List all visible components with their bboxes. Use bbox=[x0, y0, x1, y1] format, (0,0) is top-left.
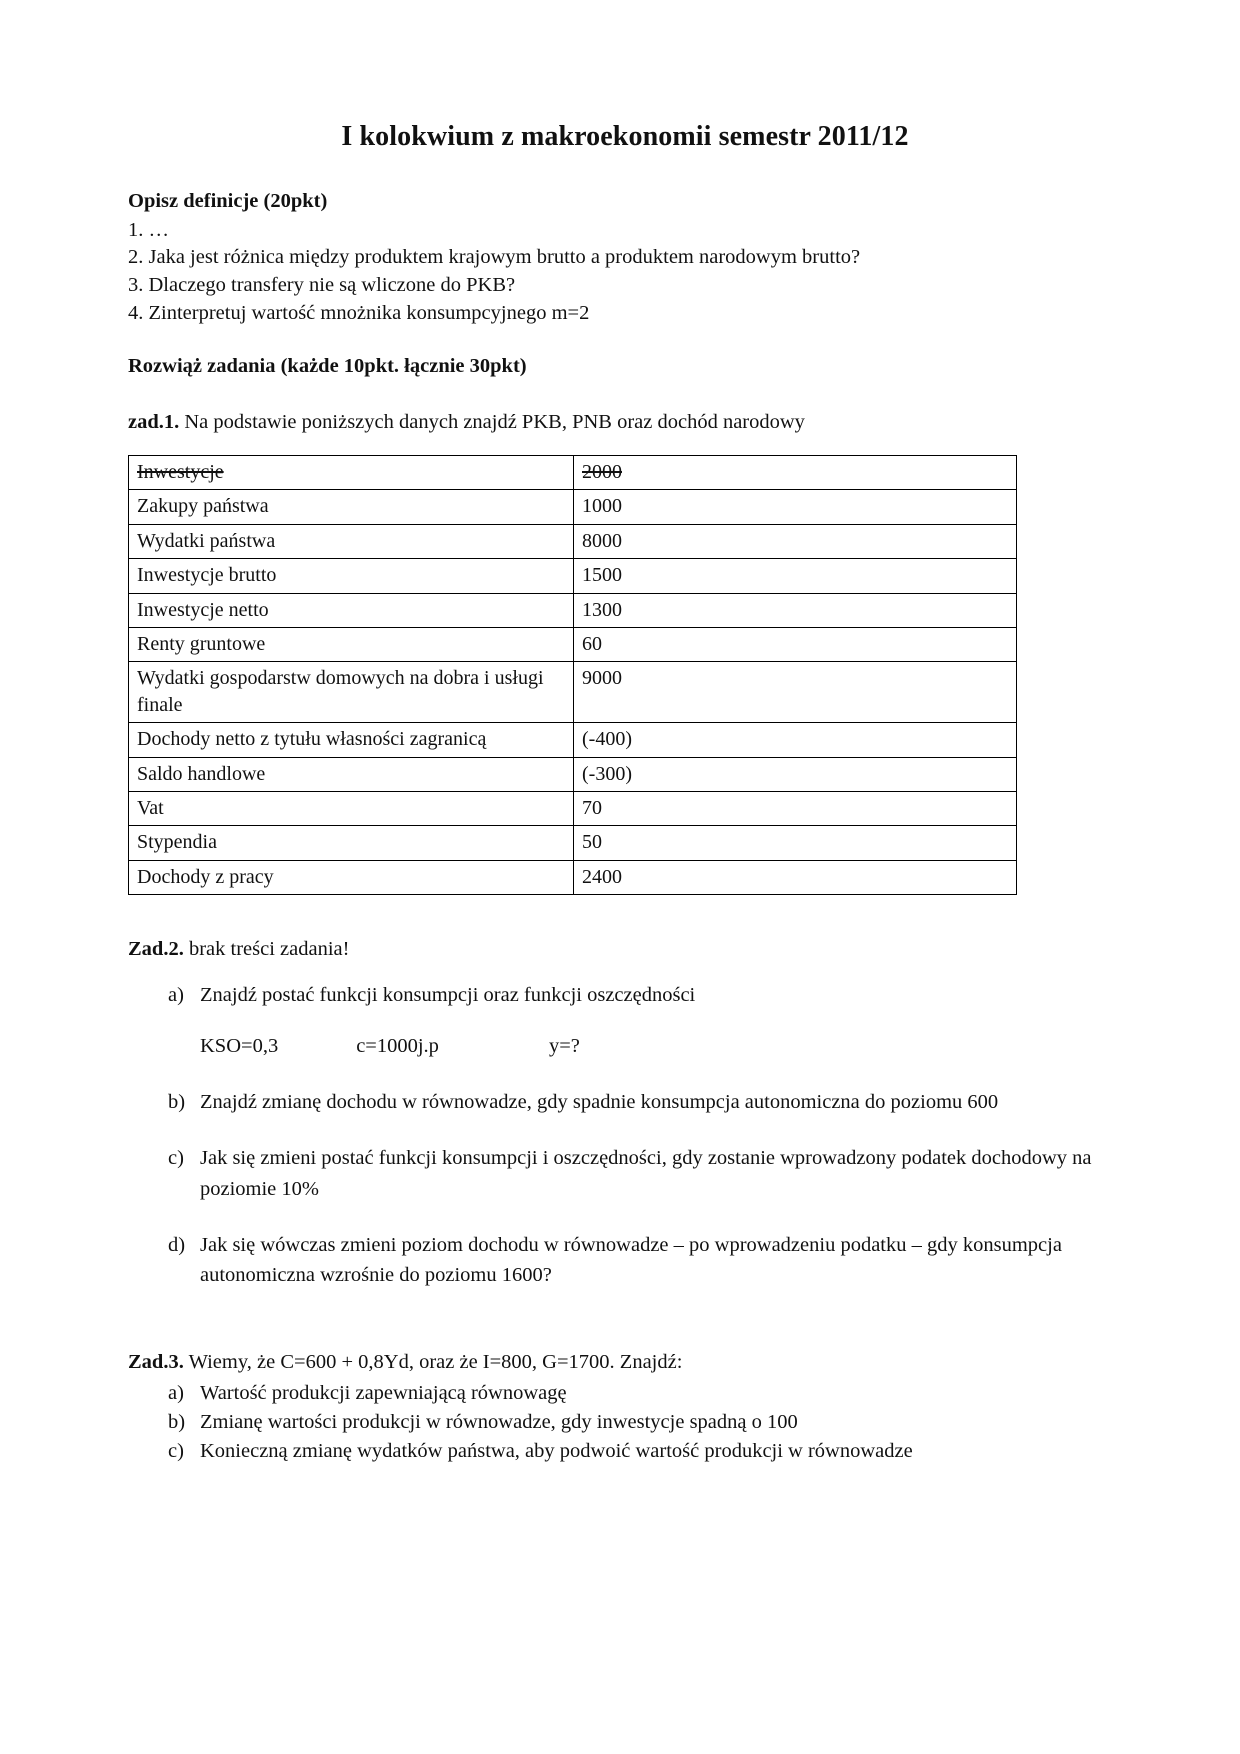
table-cell-value: 70 bbox=[574, 791, 1017, 825]
page-title: I kolokwium z makroekonomii semestr 2011/12 bbox=[341, 121, 909, 152]
spacer bbox=[128, 327, 1122, 353]
table-cell-value: 9000 bbox=[574, 662, 1017, 723]
table-cell-label: Inwestycje brutto bbox=[129, 559, 574, 593]
zad3-label: Zad.3. bbox=[128, 1351, 184, 1374]
table-cell-label: Inwestycje bbox=[129, 456, 574, 490]
spacer bbox=[128, 895, 1122, 935]
list-item-text: Jak się wówczas zmieni poziom dochodu w równowadze – po wprowadzeniu podatku – gdy konsumpcja autonomiczna wzrośnie do poziomu 1600? bbox=[200, 1233, 1062, 1287]
zad2-text: brak treści zadania! bbox=[183, 938, 350, 961]
table-cell-value: 2400 bbox=[574, 860, 1017, 894]
zad1-label: zad.1. bbox=[128, 411, 180, 434]
table-row bbox=[129, 593, 1017, 627]
table-cell-label: Wydatki gospodarstw domowych na dobra i usługi finale bbox=[129, 662, 574, 723]
list-item-text: Jak się zmieni postać funkcji konsumpcji i oszczędności, gdy zostanie wprowadzony podatek dochodowy na poziomie 10% bbox=[200, 1147, 1092, 1200]
definitions-heading: Opisz definicje (20pkt) bbox=[128, 189, 328, 212]
definition-item-2: 2. Jaka jest różnica między produktem krajowym brutto a produktem narodowym brutto? bbox=[128, 246, 861, 269]
tasks-heading: Rozwiąż zadania (każde 10pkt. łącznie 30pkt) bbox=[128, 355, 527, 378]
table-row bbox=[129, 860, 1017, 894]
zad1-intro bbox=[128, 408, 1122, 437]
table-cell-value: 2000 bbox=[574, 456, 1017, 490]
table-cell-label: Vat bbox=[129, 791, 574, 825]
zad2-formula-line bbox=[128, 1032, 1122, 1061]
formula-kso: KSO=0,3 bbox=[200, 1035, 279, 1058]
table-cell-value: 60 bbox=[574, 628, 1017, 662]
definition-item-1: 1. … bbox=[128, 218, 169, 241]
zad1-section bbox=[128, 408, 1122, 895]
table-row bbox=[129, 791, 1017, 825]
macro-data-table bbox=[128, 455, 1017, 895]
table-cell-value: 1500 bbox=[574, 559, 1017, 593]
table-row bbox=[129, 826, 1017, 860]
list-item-text: Wartość produkcji zapewniającą równowagę bbox=[200, 1382, 567, 1405]
list-item bbox=[128, 1143, 1122, 1204]
table-cell-label: Renty gruntowe bbox=[129, 628, 574, 662]
zad3-section bbox=[128, 1348, 1122, 1466]
zad2-label: Zad.2. bbox=[128, 938, 184, 961]
zad2-item-list bbox=[128, 980, 1122, 1010]
definition-item-3: 3. Dlaczego transfery nie są wliczone do PKB? bbox=[128, 273, 516, 296]
list-item-text: Znajdź postać funkcji konsumpcji oraz funkcji oszczędności bbox=[200, 983, 696, 1006]
table-row bbox=[129, 723, 1017, 757]
table-cell-value: 8000 bbox=[574, 524, 1017, 558]
table-cell-label: Zakupy państwa bbox=[129, 490, 574, 524]
table-row bbox=[129, 628, 1017, 662]
table-cell-value: (-400) bbox=[574, 723, 1017, 757]
table-row bbox=[129, 490, 1017, 524]
table-body bbox=[129, 456, 1017, 895]
list-item bbox=[128, 1230, 1122, 1291]
zad2-intro bbox=[128, 935, 1122, 964]
formula-c: c=1000j.p bbox=[356, 1035, 439, 1058]
list-item-marker: b) bbox=[168, 1411, 186, 1434]
list-item bbox=[128, 1437, 1122, 1466]
table-row bbox=[129, 757, 1017, 791]
list-item-text: Konieczną zmianę wydatków państwa, aby podwoić wartość produkcji w równowadze bbox=[200, 1440, 913, 1463]
table-row bbox=[129, 662, 1017, 723]
list-item bbox=[128, 1379, 1122, 1408]
table-cell-label: Wydatki państwa bbox=[129, 524, 574, 558]
table-cell-label: Dochody z pracy bbox=[129, 860, 574, 894]
zad3-item-list bbox=[128, 1379, 1122, 1466]
list-item bbox=[128, 1408, 1122, 1437]
list-item-marker: c) bbox=[168, 1440, 184, 1463]
definitions-section bbox=[128, 188, 1122, 328]
table-cell-value: 1300 bbox=[574, 593, 1017, 627]
list-item-marker: b) bbox=[168, 1090, 186, 1113]
list-item-marker: d) bbox=[168, 1233, 186, 1256]
list-item-marker: a) bbox=[168, 1382, 184, 1405]
table-row bbox=[129, 456, 1017, 490]
zad2-section bbox=[128, 935, 1122, 1290]
list-item-marker: a) bbox=[168, 983, 184, 1006]
table-cell-value: 50 bbox=[574, 826, 1017, 860]
table-cell-value: (-300) bbox=[574, 757, 1017, 791]
spacer bbox=[128, 382, 1122, 408]
spacer bbox=[128, 966, 1122, 980]
definition-item-4: 4. Zinterpretuj wartość mnożnika konsumpcyjnego m=2 bbox=[128, 301, 590, 324]
zad3-intro bbox=[128, 1348, 1122, 1377]
table-cell-label: Dochody netto z tytułu własności zagranicą bbox=[129, 723, 574, 757]
formula-y: y=? bbox=[548, 1035, 580, 1058]
table-cell-label: Saldo handlowe bbox=[129, 757, 574, 791]
zad3-text: Wiemy, że C=600 + 0,8Yd, oraz że I=800, G=1700. Znajdź: bbox=[183, 1351, 683, 1374]
list-item-text: Zmianę wartości produkcji w równowadze, gdy inwestycje spadną o 100 bbox=[200, 1411, 798, 1434]
table-row bbox=[129, 524, 1017, 558]
table-row bbox=[129, 559, 1017, 593]
spacer bbox=[128, 1061, 1122, 1087]
zad2-item-list-rest bbox=[128, 1087, 1122, 1291]
list-item-text: Znajdź zmianę dochodu w równowadze, gdy spadnie konsumpcja autonomiczna do poziomu 600 bbox=[200, 1090, 999, 1113]
zad1-text: Na podstawie poniższych danych znajdź PKB, PNB oraz dochód narodowy bbox=[179, 411, 805, 434]
table-cell-value: 1000 bbox=[574, 490, 1017, 524]
list-item bbox=[128, 1087, 1122, 1117]
list-item-marker: c) bbox=[168, 1147, 184, 1170]
spacer bbox=[128, 1290, 1122, 1348]
table-cell-label: Inwestycje netto bbox=[129, 593, 574, 627]
list-item bbox=[128, 980, 1122, 1010]
table-cell-label: Stypendia bbox=[129, 826, 574, 860]
